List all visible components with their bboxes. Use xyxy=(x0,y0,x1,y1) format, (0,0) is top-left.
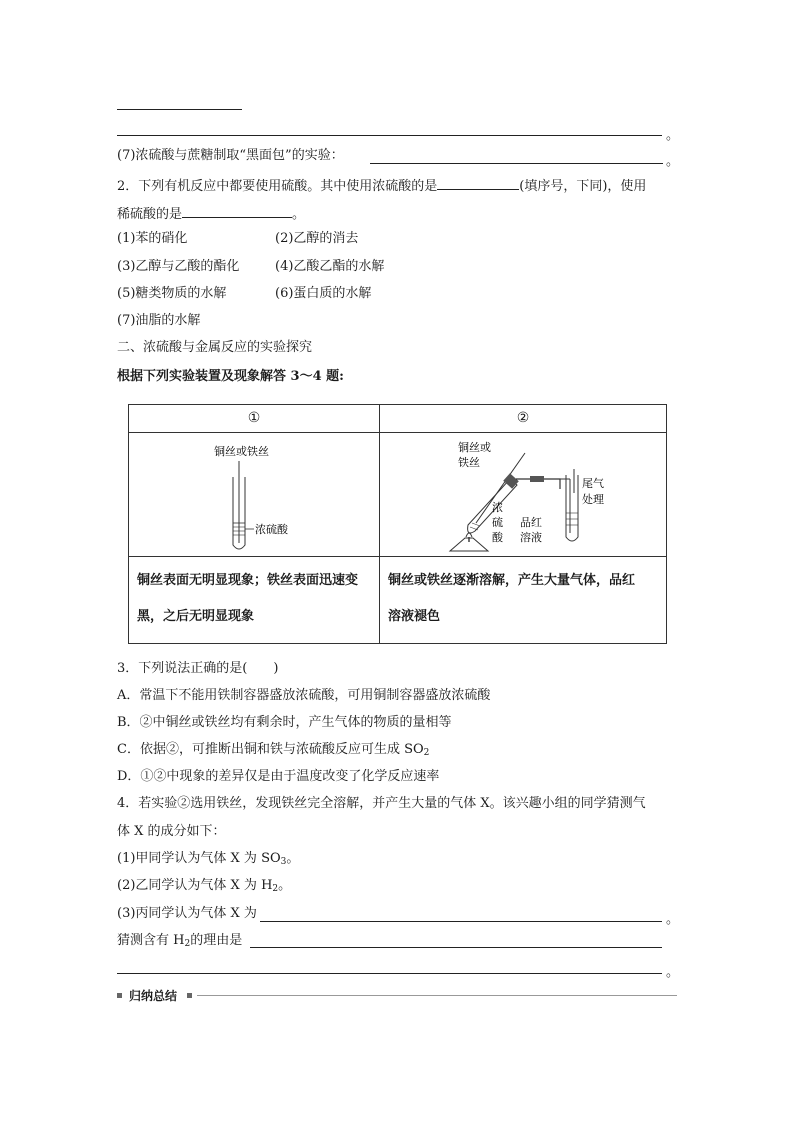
answer-line xyxy=(370,163,663,164)
choice-b[interactable]: B．②中铜丝或铁丝均有剩余时，产生气体的物质的量相等 xyxy=(117,715,452,730)
svg-text:处理: 处理 xyxy=(582,493,604,506)
answer-line xyxy=(117,135,662,136)
test-tube-diagram xyxy=(129,433,379,552)
question-3-stem: 3．下列说法正确的是( ) xyxy=(117,661,279,676)
guess-1: (1)甲同学认为气体 X 为 $SO_3$。 xyxy=(117,851,300,867)
option: (1)苯的硝化 xyxy=(117,231,188,246)
answer-blank[interactable] xyxy=(182,204,292,218)
svg-text:铁丝: 铁丝 xyxy=(458,456,480,469)
choice-c[interactable]: C．依据②，可推断出铜和铁与浓硫酸反应可生成 $SO_2$ xyxy=(117,742,430,758)
period: 。 xyxy=(666,912,680,927)
option: (6)蛋白质的水解 xyxy=(275,286,372,301)
svg-text:浓: 浓 xyxy=(492,501,503,514)
guess-2: (2)乙同学认为气体 X 为 $H_2$。 xyxy=(117,878,292,894)
observation-1: 铜丝表面无明显现象；铁丝表面迅速变 黑，之后无明显现象 xyxy=(129,557,380,644)
table-header: ① xyxy=(129,405,380,433)
period: 。 xyxy=(666,154,680,169)
apparatus-1 xyxy=(129,433,380,557)
question-7-line: (7)浓硫酸与蔗糖制取“黑面包”的实验： xyxy=(117,148,344,163)
observation-2: 铜丝或铁丝逐渐溶解，产生大量气体，品红 溶液褪色 xyxy=(380,557,667,644)
reaction-apparatus-diagram xyxy=(380,433,666,552)
answer-line[interactable] xyxy=(260,921,662,922)
option: (4)乙酸乙酯的水解 xyxy=(275,259,385,274)
section-heading: 二、浓硫酸与金属反应的实验探究 xyxy=(117,340,313,355)
summary-title: 归纳总结 xyxy=(129,989,178,1003)
choice-a[interactable]: A．常温下不能用铁制容器盛放浓硫酸，可用铜制容器盛放浓硫酸 xyxy=(117,688,491,703)
label-acid: 浓硫酸 xyxy=(255,523,288,536)
receiving-tube xyxy=(566,475,578,541)
label-wire: 铜丝或铁丝 xyxy=(214,445,269,458)
option: (2)乙醇的消去 xyxy=(275,231,359,246)
option: (5)糖类物质的水解 xyxy=(117,286,227,301)
table-header: ② xyxy=(380,405,667,433)
apparatus-2 xyxy=(380,433,667,557)
question-2-line1: 2．下列有机反应中都要使用硫酸。其中使用浓硫酸的是 (填序号，下同)，使用 xyxy=(117,176,646,195)
svg-text:尾气: 尾气 xyxy=(582,477,604,490)
svg-text:硫: 硫 xyxy=(492,516,503,529)
guess-3: (3)丙同学认为气体 X 为 xyxy=(117,906,257,921)
answer-line xyxy=(117,109,242,110)
period: 。 xyxy=(666,965,680,980)
question-4-line1: 4．若实验②选用铁丝，发现铁丝完全溶解，并产生大量的气体 X。该兴趣小组的同学猜测气 xyxy=(117,796,646,811)
reason-line: 猜测含有 $H_2$的理由是 xyxy=(117,933,243,949)
answer-line[interactable] xyxy=(250,947,662,948)
summary-header xyxy=(117,988,677,1006)
option: (3)乙醇与乙酸的酯化 xyxy=(117,259,240,274)
option: (7)油脂的水解 xyxy=(117,313,201,328)
question-4-line2: 体 X 的成分如下： xyxy=(117,824,226,839)
flame xyxy=(466,533,472,537)
answer-line[interactable] xyxy=(117,973,662,974)
divider xyxy=(197,995,677,996)
svg-text:酸: 酸 xyxy=(492,531,503,544)
svg-text:溶液: 溶液 xyxy=(520,531,542,544)
choice-d[interactable]: D．①②中现象的差异仅是由于温度改变了化学反应速率 xyxy=(117,769,440,784)
answer-blank[interactable] xyxy=(437,176,519,190)
stopper xyxy=(503,473,519,488)
experiment-table xyxy=(128,404,667,644)
intro-text: 根据下列实验装置及现象解答 3～4 题: xyxy=(117,369,344,384)
square-bullet-icon xyxy=(117,993,122,998)
question-2-line2: 稀硫酸的是 。 xyxy=(117,204,305,223)
svg-text:品红: 品红 xyxy=(520,516,542,529)
period: 。 xyxy=(666,128,680,143)
square-bullet-icon xyxy=(187,993,192,998)
svg-text:铜丝或: 铜丝或 xyxy=(458,441,491,454)
